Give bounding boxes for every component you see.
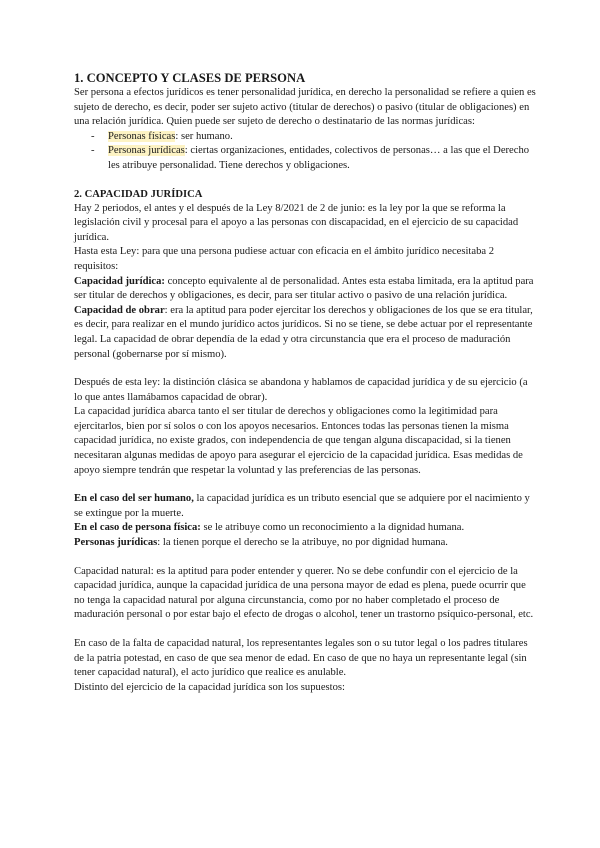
ser-humano-term: En el caso del ser humano, [74,493,194,505]
paragraph-ser-humano: En el caso del ser humano, la capacidad jurídica es un tributo esencial que se adquiere por el nacimiento y se extingue por la muerte. [74,493,530,519]
paragraph-representantes: En caso de la falta de capacidad natural, los representantes legales son o su tutor legal o los padres titulares de la patria potestad, en caso de que sea menor de edad. En caso de que no haya un representante legal (sin tener capacidad natural), el acto jurídico que realice es anulable. [74,638,528,679]
personas-juridicas-term: Personas jurídicas [108,145,185,157]
paragraph-personas-juridicas: Personas jurídicas: la tienen porque el derecho se la atribuye, no por dignidad humana. [74,537,448,549]
person-types-list [74,130,536,174]
paragraph-capacidad-natural: Capacidad natural: es la aptitud para poder entender y querer. No se debe confundir con el ejercicio de la capacidad jurídica, aunque la capacidad jurídica de una persona mayor de edad es plena, puede ocurrir que no tenga la capacidad natural por alguna circunstancia, como por no haber completado el proceso de maduración personal o por estar bajo el efecto de drogas o alcohol, tener un trastorno psíquico-personal, etc. [74,565,534,621]
personas-fisicas-term: Personas físicas [108,130,176,142]
paragraph-persona-fisica: En el caso de persona física: se le atribuye como un reconocimiento a la dignidad humana. [74,522,465,534]
section-2-title: 2. CAPACIDAD JURÍDICA [74,188,203,200]
paragraph-after-law: Después de esta ley: la distinción clásica se abandona y hablamos de capacidad jurídica y de su ejercicio (a lo que antes llamábamos capacidad de obrar). [74,377,528,403]
capacidad-obrar-term: Capacidad de obrar [74,304,165,316]
personas-fisicas-text: : ser humano. [175,130,233,142]
paragraph-capacidad-obrar: Capacidad de obrar: era la aptitud para poder ejercitar los derechos y obligaciones de los que se era titular, es decir, para realizar en el mundo jurídico actos jurídicos. Si no se tiene, se debe actuar por el representante legal. La capacidad de obrar dependía de la edad y otra circunstancia que era el proceso de maduración personal (gobernarse por sí mismo). [74,304,533,360]
paragraph-capacidad-juridica: Capacidad jurídica: concepto equivalente al de personalidad. Antes esta estaba limitada, era la aptitud para ser titular de derechos y obligaciones, es decir, para ser titular activo o pasivo de una relación jurídica. [74,275,534,302]
paragraph-periods: Hay 2 periodos, el antes y el después de la Ley 8/2021 de 2 de junio: es la ley por la que se reforma la legislación civil y procesal para el apoyo a las personas con discapacidad, en el ejercicio de su capacidad jurídica. [74,202,519,243]
personas-juridicas-text: : ciertas organizaciones, entidades, colectivos de personas… a las que el Derecho les atribuye personalidad. Tiene derechos y obligaciones. [108,145,530,171]
section-1-title: 1. CONCEPTO Y CLASES DE PERSONA [74,71,306,85]
document-page [74,70,536,695]
persona-fisica-term: En el caso de persona física: [74,522,201,534]
paragraph-capacity-scope: La capacidad jurídica abarca tanto el ser titular de derechos y obligaciones como la legitimidad para ejercitarlos, bien por sí solos o con los apoyos necesarios. Entonces todas las personas tienen la misma capacidad jurídica, no existe grados, con independencia de que tengan alguna discapacidad, si la tienen necesitaran algunas medidas de apoyo para asegurar el ejercicio de la capacidad jurídica. Esas medidas de apoyo siempre tendrán que respetar la voluntad y las preferencias de las personas. [74,406,523,476]
paragraph-requirements: Hasta esta Ley: para que una persona pudiese actuar con eficacia en el ámbito jurídico necesitaba 2 requisitos: [74,246,495,272]
list-item [74,144,536,173]
paragraph-supuestos: Distinto del ejercicio de la capacidad jurídica son los supuestos: [74,681,345,693]
list-item [74,130,536,145]
personas-juridicas-bold-term: Personas jurídicas [74,537,158,549]
capacidad-juridica-term: Capacidad jurídica: [74,275,165,287]
section-1-intro: Ser persona a efectos jurídicos es tener personalidad jurídica, en derecho la personalidad se refiere a quien es sujeto de derecho, es decir, poder ser sujeto activo (titular de derechos) o pasivo (titular de obligaciones) en una relación jurídica. Quien puede ser sujeto de derecho o destinatario de las normas jurídicas: [74,87,536,128]
